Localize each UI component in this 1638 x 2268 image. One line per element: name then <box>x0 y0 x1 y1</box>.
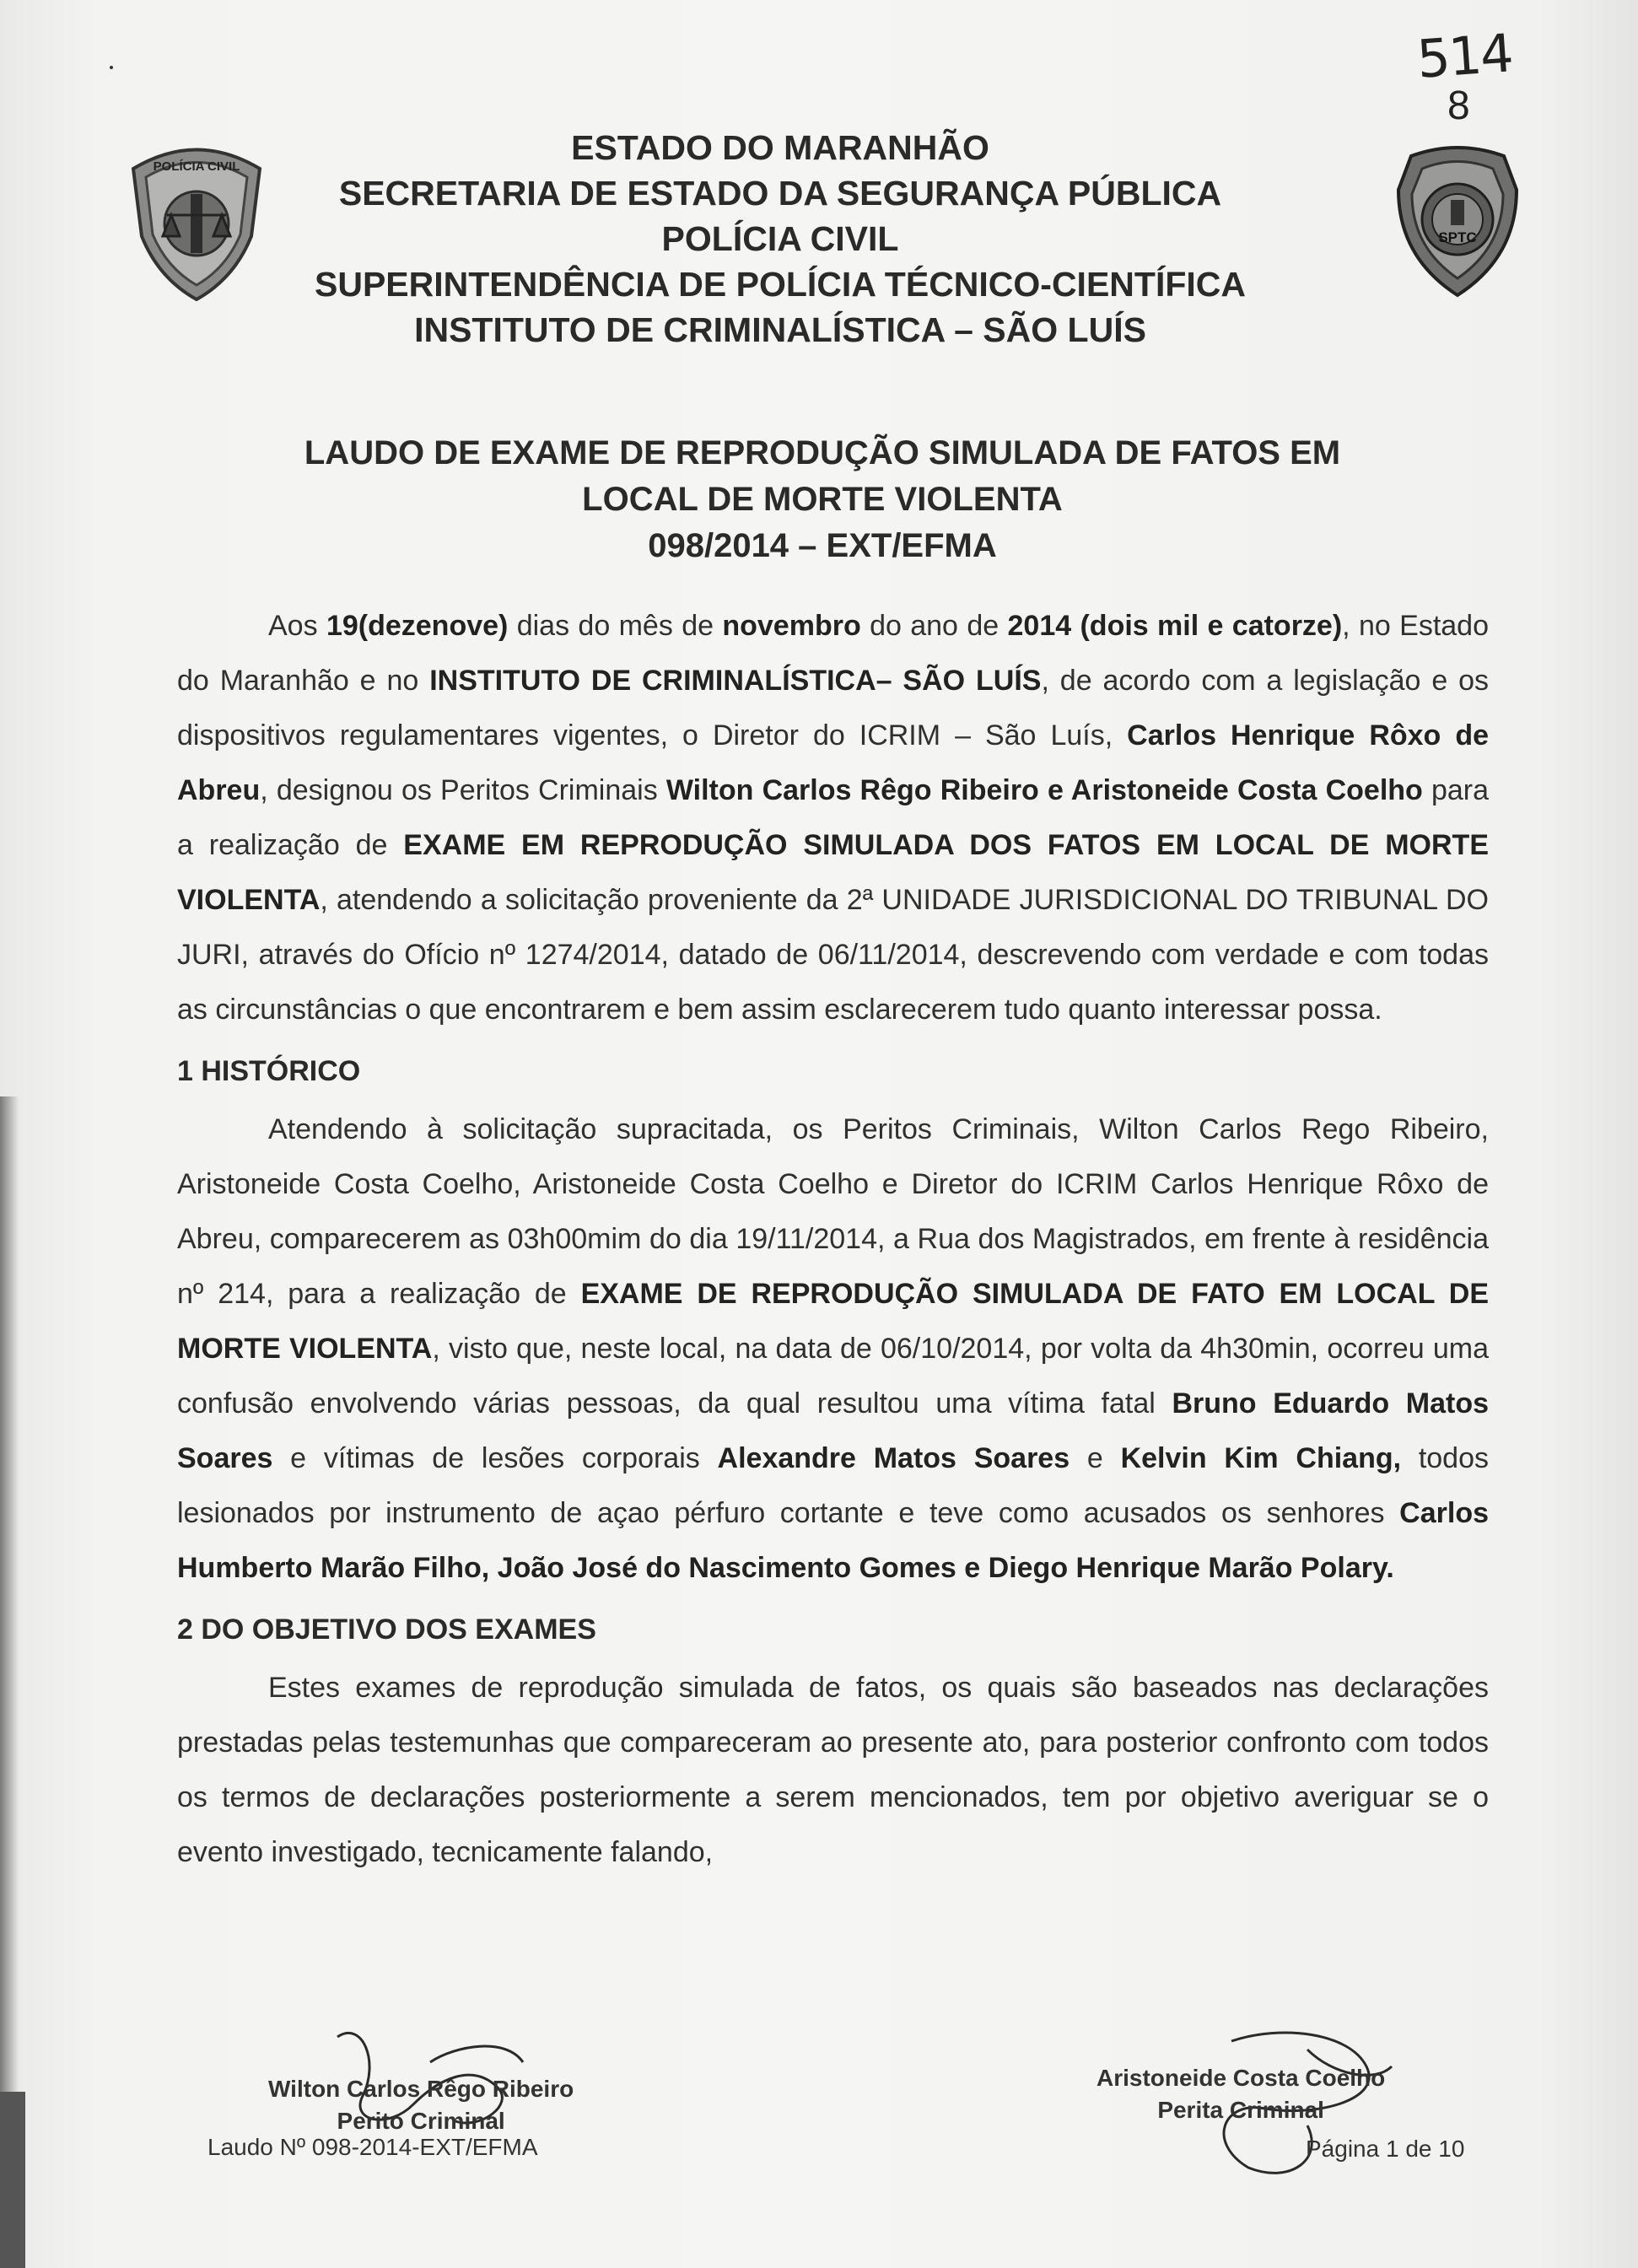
signer-left-name: Wilton Carlos Rêgo Ribeiro <box>268 2076 574 2102</box>
intro-paragraph: Aos 19(dezenove) dias do mês de novembro do ano de 2014 (dois mil e catorze), no Estado do Maranhão e no INSTITUTO DE CRIMINALÍSTICA– SÃO LUÍS, de acordo com a legislação e os dispositivos regulamentares vigentes, o Diretor do ICRIM – São Luís, Carlos Henrique Rôxo de Abreu, designou os Peritos Criminais Wilton Carlos Rêgo Ribeiro e Aristoneide Costa Coelho para a realização de EXAME EM REPRODUÇÃO SIMULADA DOS FATOS EM LOCAL DE MORTE VIOLENTA, atendendo a solicitação proveniente da 2ª UNIDADE JURISDICIONAL DO TRIBUNAL DO JURI, através do Ofício nº 1274/2014, datado de 06/11/2014, descrevendo com verdade e com todas as circunstâncias o que encontrarem e bem assim esclarecerem tudo quanto interessar possa. <box>177 610 1490 1026</box>
document-title <box>211 430 1434 569</box>
footer-page-number: Página 1 de 10 <box>1306 2136 1465 2162</box>
header-line-secretaria: SECRETARIA DE ESTADO DA SEGURANÇA PÚBLICA <box>338 174 1222 213</box>
title-line-1: LAUDO DE EXAME DE REPRODUÇÃO SIMULADA DE FATOS EM <box>304 434 1341 471</box>
header-line-superintendencia: SUPERINTENDÊNCIA DE POLÍCIA TÉCNICO-CIENTÍFICA <box>315 265 1246 304</box>
title-line-2: LOCAL DE MORTE VIOLENTA <box>582 481 1063 518</box>
signer-right-role: Perita Criminal <box>1157 2097 1324 2123</box>
handwritten-page-mark: 8 <box>1447 84 1470 128</box>
signer-right-name: Aristoneide Costa Coelho <box>1096 2065 1386 2091</box>
signer-left-role: Perito Criminal <box>337 2108 505 2134</box>
historico-paragraph: Atendendo à solicitação supracitada, os Peritos Criminais, Wilton Carlos Rego Ribeiro, Aristoneide Costa Coelho, Aristoneide Costa Coelho e Diretor do ICRIM Carlos Henrique Rôxo de Abreu, comparecerem as 03h00mim do dia 19/11/2014, a Rua dos Magistrados, em frente à residência nº 214, para a realização de EXAME DE REPRODUÇÃO SIMULADA DE FATO EM LOCAL DE MORTE VIOLENTA, visto que, neste local, na data de 06/10/2014, por volta da 4h30min, ocorreu uma confusão envolvendo várias pessoas, da qual resultou uma vítima fatal Bruno Eduardo Matos Soares e vítimas de lesões corporais Alexandre Matos Soares e Kelvin Kim Chiang, todos lesionados por instrumento de açao pérfuro cortante e teve como acusados os senhores Carlos Humberto Marão Filho, João José do Nascimento Gomes e Diego Henrique Marão Polary. <box>177 1113 1490 1584</box>
signature-block-left <box>268 2073 574 2137</box>
header-line-state: ESTADO DO MARANHÃO <box>571 128 989 167</box>
badge-right-label: SPTC <box>1438 229 1477 245</box>
document-body <box>177 599 1489 1880</box>
signature-block-right <box>1096 2062 1385 2126</box>
footer-document-id: Laudo Nº 098-2014-EXT/EFMA <box>207 2134 538 2160</box>
section-heading-historico: 1 HISTÓRICO <box>177 1055 361 1087</box>
objetivo-paragraph: Estes exames de reprodução simulada de fatos, os quais são baseados nas declarações prestadas pelas testemunhas que compareceram ao presente ato, para posterior confronto com todos os termos de declarações posteriormente a serem mencionados, tem por objetivo averiguar se o evento investigado, tecnicamente falando, <box>177 1672 1489 1868</box>
header-line-instituto: INSTITUTO DE CRIMINALÍSTICA – SÃO LUÍS <box>414 310 1146 349</box>
ink-dot <box>110 66 113 69</box>
sptc-badge-icon <box>1390 139 1525 299</box>
badge-left-label: POLÍCIA CIVIL <box>153 159 240 174</box>
section-heading-objetivo: 2 DO OBJETIVO DOS EXAMES <box>177 1613 596 1646</box>
document-header <box>211 125 1350 353</box>
handwritten-page-number: 514 <box>1414 22 1514 90</box>
page-corner-shadow <box>0 2092 25 2268</box>
title-line-3: 098/2014 – EXT/EFMA <box>648 527 997 564</box>
header-line-policia: POLÍCIA CIVIL <box>661 219 899 258</box>
